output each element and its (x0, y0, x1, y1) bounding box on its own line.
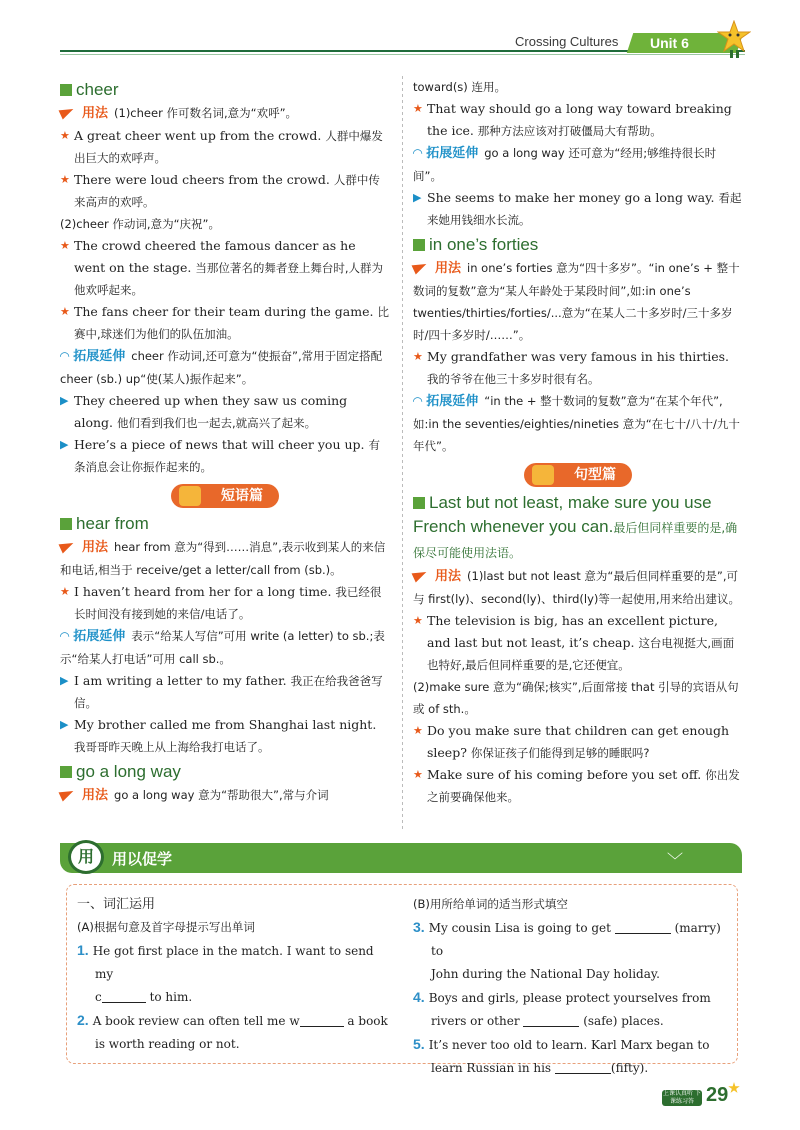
square-bullet-icon (60, 518, 72, 530)
header-rule-light (60, 54, 745, 55)
column-divider (402, 76, 403, 831)
usage-tag: 用法 (60, 788, 108, 803)
pennant-icon (59, 787, 76, 802)
square-bullet-icon (60, 84, 72, 96)
triangle-bullet-icon: ▶ (60, 674, 69, 687)
example: ★ That way should go a long way toward breaking the ice. 那种方法应该对打破僵局大有帮助。 (413, 98, 743, 142)
extension-tag: ◠ 拓展延伸 (413, 394, 479, 409)
puzzle-icon (179, 486, 201, 506)
star-icon (728, 1082, 740, 1094)
extension-block: ◠ 拓展延伸 cheer 作动词,还可意为“使振奋”,常用于固定搭配 cheer (sb.) up“使(某人)振作起来”。 (60, 349, 383, 386)
practice-part-a: (A)根据句意及首字母提示写出单词 (77, 920, 255, 934)
unit-label: Unit 6 (650, 35, 689, 51)
entry-heading-hear-from: hear from (60, 512, 390, 536)
question-5: 5. It’s never too old to learn. Karl Marx began to learn Russian in his (fifty). (413, 1036, 710, 1075)
chevron-down-icon[interactable]: ﹀ (667, 851, 684, 870)
triangle-bullet-icon: ▶ (60, 394, 69, 407)
entry-heading-in-ones-forties: in one’s forties (413, 233, 743, 257)
pennant-icon (412, 260, 429, 275)
usage-tag: 用法 (413, 261, 461, 276)
star-bullet-icon: ★ (413, 614, 423, 627)
practice-left (77, 893, 395, 1056)
practice-icon: 用 (68, 840, 104, 874)
usage-block: 用法 (1)last but not least 意为“最后但同样重要的是”,可与 first(ly)、second(ly)、third(ly)等一起使用,用来给出建议。 (413, 569, 741, 606)
star-mascot-icon (717, 20, 751, 60)
answer-blank[interactable] (102, 989, 146, 1003)
header-title: Crossing Cultures (515, 34, 619, 49)
entry-heading-cheer: cheer (60, 78, 390, 102)
question-1: 1. He got first place in the match. I want to send my c to him. (77, 942, 374, 1004)
answer-blank[interactable] (300, 1013, 344, 1027)
extension-tag: ◠ 拓展延伸 (413, 146, 479, 161)
star-bullet-icon: ★ (60, 173, 70, 186)
section-banner-phrases: 短语篇 (171, 484, 279, 508)
footer-logo: 上课认真听 下课练习答 (663, 1090, 701, 1105)
usage-text: (2)make sure 意为“确保;核实”,后面常接 that 引导的宾语从句或 of sth.。 (413, 680, 739, 716)
example: ★ There were loud cheers from the crowd. 人群中传来高声的欢呼。 (60, 169, 390, 213)
star-bullet-icon: ★ (413, 768, 423, 781)
star-bullet-icon: ★ (60, 129, 70, 142)
example: ★ The fans cheer for their team during the game. 比赛中,球迷们为他们的队伍加油。 (60, 301, 390, 345)
pennant-icon (412, 568, 429, 583)
square-bullet-icon (413, 497, 425, 509)
usage-block: 用法 hear from 意为“得到……消息”,表示收到某人的来信和电话,相当于 receive/get a letter/call from (sb.)。 (60, 540, 386, 577)
triangle-bullet-icon: ▶ (60, 718, 69, 731)
extension-block: ◠ 拓展延伸 表示“给某人写信”可用 write (a letter) to sb.;表示“给某人打电话”可用 call sb.。 (60, 629, 385, 666)
globe-icon (532, 465, 554, 485)
extension-tag: ◠ 拓展延伸 (60, 629, 126, 644)
example: ★ My grandfather was very famous in his thirties. 我的爷爷在他三十多岁时很有名。 (413, 346, 743, 390)
example: ★ The crowd cheered the famous dancer as he went on the stage. 当那位著名的舞者登上舞台时,人群为他欢呼起来。 (60, 235, 390, 301)
usage-text: (2)cheer 作动词,意为“庆祝”。 (60, 217, 221, 231)
star-bullet-icon: ★ (60, 305, 70, 318)
entry-heading-sentence: Last but not least, make sure you use French whenever you can.最后但同样重要的是,确保尽可能使用法语。 (413, 493, 738, 560)
triangle-bullet-icon: ▶ (413, 191, 422, 204)
example: ▶ She seems to make her money go a long way. 看起来她用钱细水长流。 (413, 187, 743, 231)
practice-title: 用以促学 (112, 850, 173, 868)
usage-tag: 用法 (60, 106, 108, 121)
usage-continuation: toward(s) 连用。 (413, 80, 506, 94)
page-number: 29 (706, 1084, 729, 1106)
square-bullet-icon (60, 766, 72, 778)
example: ★ I haven’t heard from her for a long time. 我已经很长时间没有接到她的来信/电话了。 (60, 581, 390, 625)
signal-icon: ◠ (60, 349, 70, 363)
star-bullet-icon: ★ (60, 239, 70, 252)
left-column (60, 76, 390, 807)
star-bullet-icon: ★ (413, 724, 423, 737)
example: ★ Make sure of his coming before you set off. 你出发之前要确保他来。 (413, 764, 743, 808)
usage-tag: 用法 (60, 540, 108, 555)
extension-block: ◠ 拓展延伸 go a long way 还可意为“经用;够维持很长时间”。 (413, 146, 717, 183)
question-2: 2. A book review can often tell me w a book is worth reading or not. (77, 1012, 388, 1051)
example: ▶ I am writing a letter to my father. 我正在给我爸爸写信。 (60, 670, 390, 714)
extension-block: ◠ 拓展延伸 “in the + 整十数词的复数”意为“在某个年代”,如:in the seventies/eighties/nineties 意为“在七十/八十/九十年代”。 (413, 394, 740, 453)
answer-blank[interactable] (615, 920, 671, 934)
signal-icon: ◠ (413, 146, 423, 160)
signal-icon: ◠ (60, 629, 70, 643)
usage-block: 用法 go a long way 意为“帮助很大”,常与介词 (60, 784, 390, 807)
usage-tag: 用法 (413, 569, 461, 584)
practice-box (66, 884, 738, 1075)
star-bullet-icon: ★ (60, 585, 70, 598)
entry-heading-go-a-long-way: go a long way (60, 760, 390, 784)
pennant-icon (59, 105, 76, 120)
square-bullet-icon (413, 239, 425, 251)
right-column (413, 76, 743, 808)
answer-blank[interactable] (523, 1013, 579, 1027)
answer-blank[interactable] (555, 1060, 611, 1074)
example: ★ The television is big, has an excellent picture, and last but not least, it’s cheap. 这台电视挺大,画面也特好,最后但同样重要的是,它还便宜。 (413, 610, 743, 676)
usage-block: 用法 in one’s forties 意为“四十多岁”。“in one’s + 整十数词的复数”意为“某人年龄处于某段时间”,如:in one’s twenties/thirties/forties/...意为“在某人二十多岁时/三十多岁时/四十多岁时/……”。 (413, 261, 740, 342)
example: ★ A great cheer went up from the crowd. 人群中爆发出巨大的欢呼声。 (60, 125, 390, 169)
example: ▶ My brother called me from Shanghai last night. 我哥哥昨天晚上从上海给我打电话了。 (60, 714, 390, 758)
example: ★ Do you make sure that children can get enough sleep? 你保证孩子们能得到足够的睡眠吗? (413, 720, 743, 764)
pennant-icon (59, 539, 76, 554)
section-banner-sentences: 句型篇 (524, 463, 632, 487)
example: ▶ Here’s a piece of news that will cheer you up. 有条消息会让你振作起来的。 (60, 434, 390, 478)
extension-tag: ◠ 拓展延伸 (60, 349, 126, 364)
signal-icon: ◠ (413, 394, 423, 408)
question-3: 3. My cousin Lisa is going to get (marry) to John during the National Day holiday. (413, 919, 721, 981)
practice-part-b: (B)用所给单词的适当形式填空 (413, 897, 568, 911)
practice-right (413, 893, 731, 1080)
star-bullet-icon: ★ (413, 102, 423, 115)
triangle-bullet-icon: ▶ (60, 438, 69, 451)
practice-section-title: 一、词汇运用 (77, 897, 156, 912)
question-4: 4. Boys and girls, please protect yourselves from rivers or other (safe) places. (413, 989, 711, 1028)
usage-block: 用法 (1)cheer 作可数名词,意为“欢呼”。 (60, 102, 390, 125)
star-bullet-icon: ★ (413, 350, 423, 363)
example: ▶ They cheered up when they saw us coming along. 他们看到我们也一起去,就高兴了起来。 (60, 390, 390, 434)
